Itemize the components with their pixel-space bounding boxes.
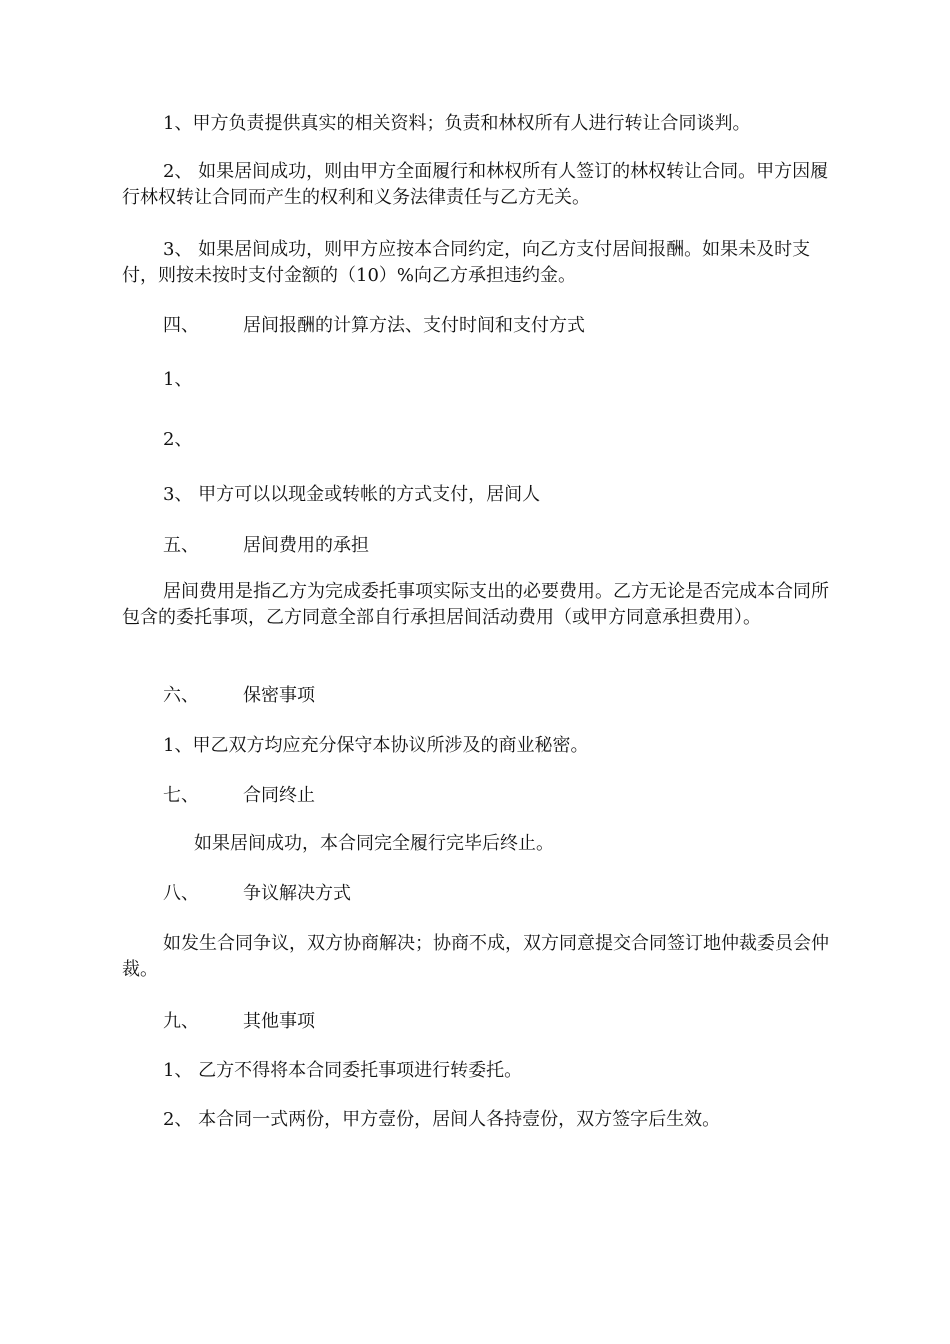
clause-3-item-3: 3、 如果居间成功，则甲方应按本合同约定，向乙方支付居间报酬。如果未及时支付，则按未按时支付金额的（10）%向乙方承担违约金。 — [122, 239, 811, 286]
section-8-heading — [122, 881, 883, 907]
section-9-item-2: 2、 本合同一式两份，甲方壹份，居间人各持壹份，双方签字后生效。 — [163, 1109, 721, 1130]
section-8-body: 如发生合同争议，双方协商解决；协商不成，双方同意提交合同签订地仲裁委员会仲裁。 — [122, 933, 829, 980]
section-4-item-1: 1、 — [163, 369, 193, 390]
section-9-number: 九、 — [163, 1011, 199, 1032]
clause-3-item-2: 2、 如果居间成功，则由甲方全面履行和林权所有人签订的林权转让合同。甲方因履行林权转让合同而产生的权利和义务法律责任与乙方无关。 — [122, 161, 829, 208]
section-6-item-1: 1、甲乙双方均应充分保守本协议所涉及的商业秘密。 — [163, 735, 589, 756]
section-4-item-2: 2、 — [163, 429, 193, 450]
section-5-number: 五、 — [163, 535, 199, 556]
section-6-title: 保密事项 — [243, 685, 315, 706]
section-4-item-3: 3、 甲方可以以现金或转帐的方式支付，居间人 — [163, 484, 541, 505]
section-5-body: 居间费用是指乙方为完成委托事项实际支出的必要费用。乙方无论是否完成本合同所包含的委托事项，乙方同意全部自行承担居间活动费用（或甲方同意承担费用）。 — [122, 581, 829, 628]
section-8-title: 争议解决方式 — [243, 883, 351, 904]
section-4-title: 居间报酬的计算方法、支付时间和支付方式 — [243, 315, 585, 336]
section-5-heading — [122, 533, 883, 559]
section-7-heading — [122, 783, 883, 809]
section-4-heading — [122, 313, 883, 339]
section-9-title: 其他事项 — [243, 1011, 315, 1032]
section-9-heading — [122, 1009, 883, 1035]
section-7-title: 合同终止 — [243, 785, 315, 806]
section-9-item-1: 1、 乙方不得将本合同委托事项进行转委托。 — [163, 1060, 523, 1081]
section-6-heading — [122, 683, 883, 709]
clause-3-item-1: 1、甲方负责提供真实的相关资料；负责和林权所有人进行转让合同谈判。 — [163, 113, 751, 134]
section-5-title: 居间费用的承担 — [243, 535, 369, 556]
section-6-number: 六、 — [163, 685, 199, 706]
section-4-number: 四、 — [163, 315, 199, 336]
section-7-number: 七、 — [163, 785, 199, 806]
section-8-number: 八、 — [163, 883, 199, 904]
section-7-body: 如果居间成功，本合同完全履行完毕后终止。 — [194, 833, 554, 854]
